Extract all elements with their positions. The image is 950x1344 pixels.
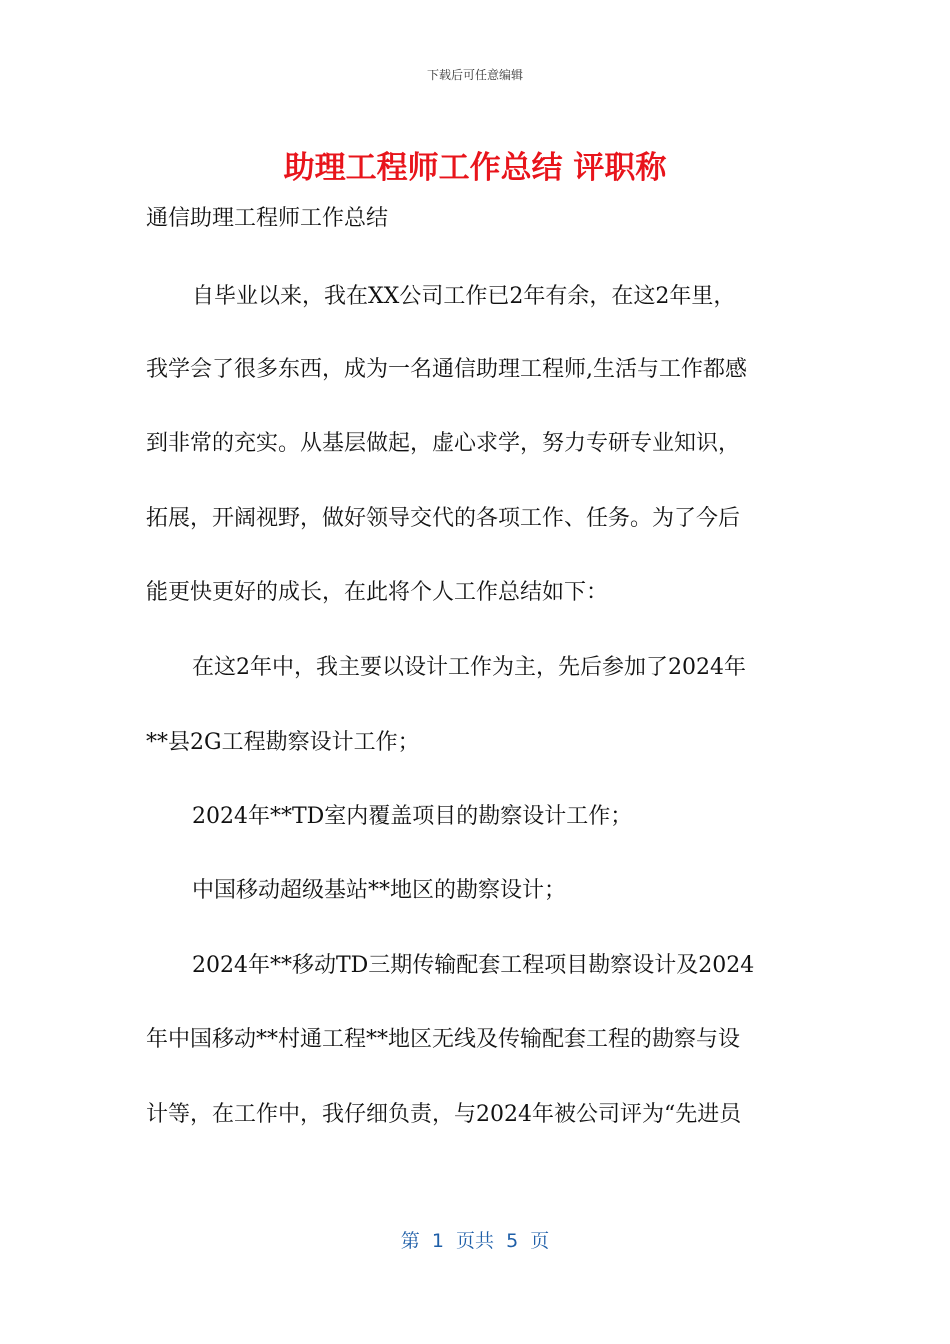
page-header-note: 下载后可任意编辑 — [426, 68, 523, 82]
paragraph-line: 中国移动超级基站**地区的勘察设计； — [192, 878, 567, 903]
paragraph-line: 自毕业以来，我在XX公司工作已2年有余，在这2年里， — [192, 284, 736, 309]
paragraph-line: 年中国移动**村通工程**地区无线及传输配套工程的勘察与设 — [146, 1027, 741, 1052]
paragraph-line: 在这2年中，我主要以设计工作为主，先后参加了2024年 — [192, 655, 746, 680]
paragraph-line: 2024年**移动TD三期传输配套工程项目勘察设计及2024 — [192, 953, 755, 978]
paragraph-line: 计等，在工作中，我仔细负责，与2024年被公司评为“先进员 — [146, 1102, 742, 1127]
paragraph-line: **县2G工程勘察设计工作； — [146, 730, 420, 755]
paragraph-line: 到非常的充实。从基层做起，虚心求学，努力专研专业知识， — [146, 431, 741, 456]
paragraph-line: 2024年**TD室内覆盖项目的勘察设计工作； — [192, 804, 633, 829]
paragraph-line: 能更快更好的成长，在此将个人工作总结如下： — [146, 580, 609, 605]
paragraph-line: 我学会了很多东西，成为一名通信助理工程师,生活与工作都感 — [146, 357, 747, 382]
page-number-footer: 第 1 页共 5 页 — [400, 1230, 550, 1252]
paragraph-line: 拓展，开阔视野，做好领导交代的各项工作、任务。为了今后 — [146, 506, 741, 531]
document-title: 助理工程师工作总结 评职称 — [283, 150, 667, 186]
document-subtitle: 通信助理工程师工作总结 — [146, 206, 389, 231]
